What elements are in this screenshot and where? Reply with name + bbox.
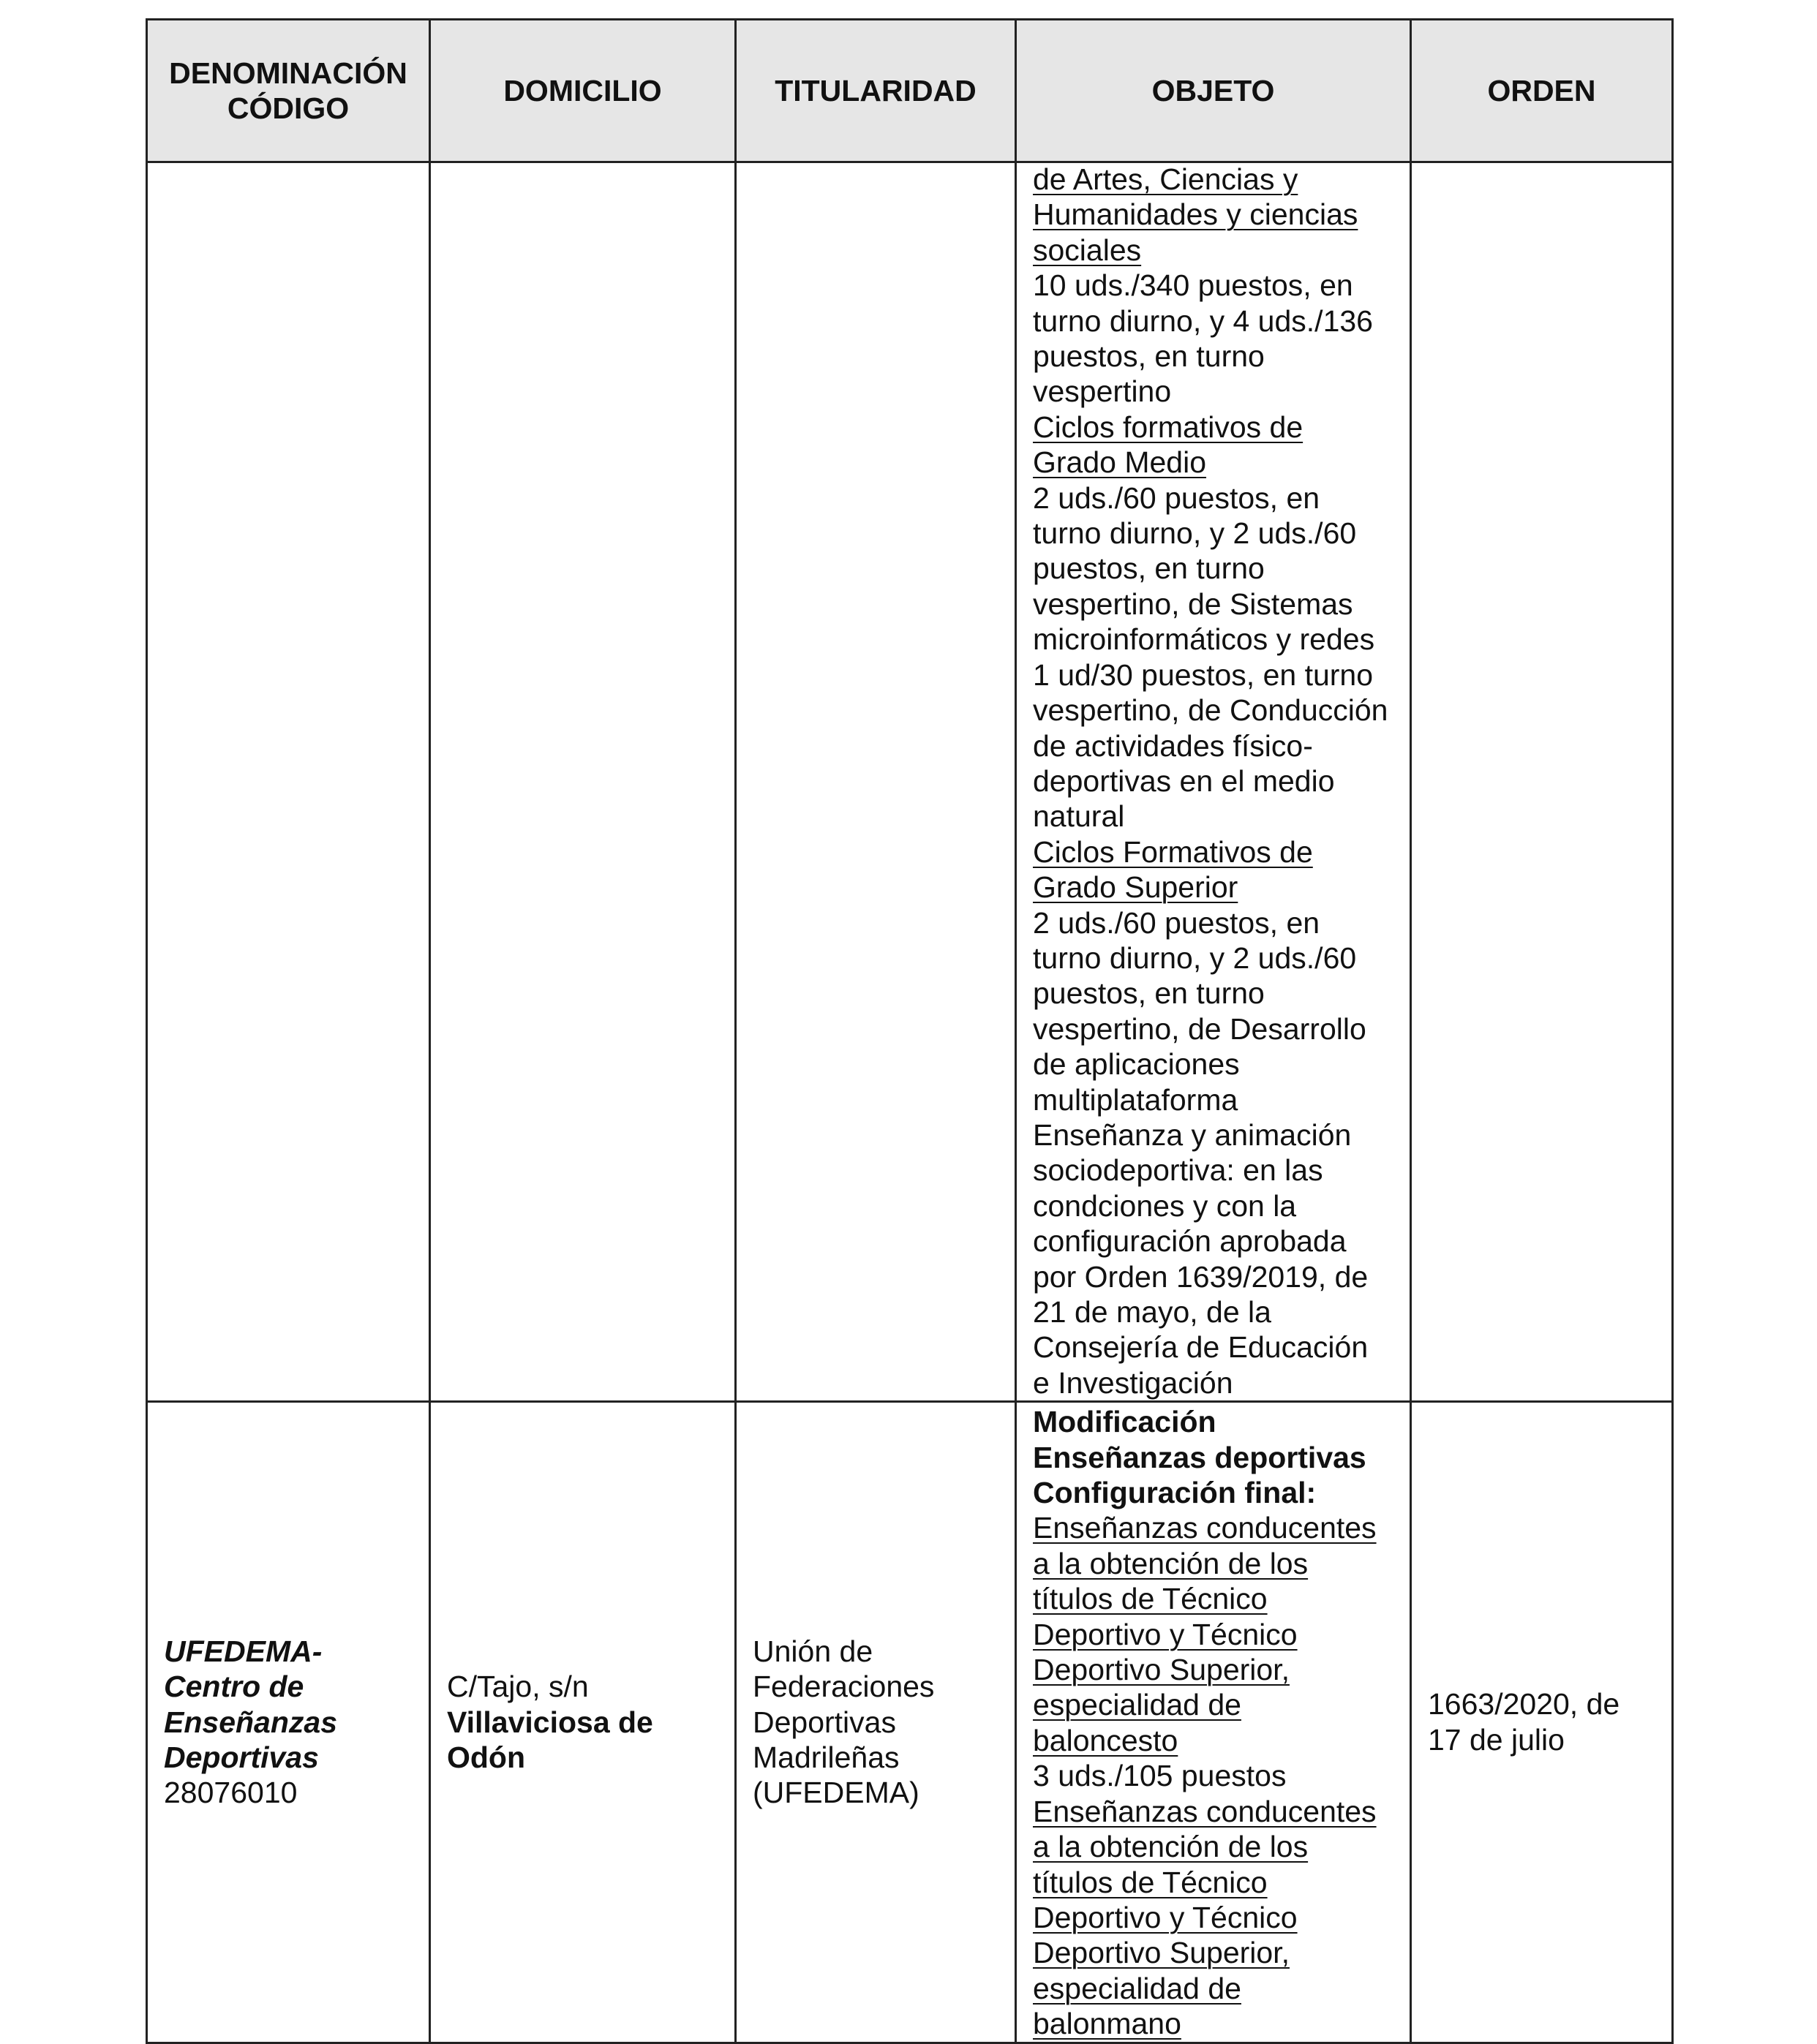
objeto-line: puestos, en turno [1033,976,1265,1011]
objeto-line: vespertino, de Desarrollo [1033,1011,1366,1046]
objeto-line: 2 uds./60 puestos, en [1033,905,1320,940]
objeto-line: Grado Superior [1033,870,1238,905]
header-objeto: OBJETO [1016,20,1411,162]
header-denominacion: DENOMINACIÓN [169,56,407,90]
cell-objeto [1016,1402,1411,2043]
orden-line: 17 de julio [1428,1722,1565,1757]
objeto-line: Humanidades y ciencias [1033,197,1358,232]
orden-line: 1663/2020, de [1428,1687,1620,1721]
codigo: 28076010 [164,1776,298,1810]
objeto-line: Enseñanza y animación [1033,1117,1352,1152]
cell-titularidad [736,162,1016,1402]
objeto-line: títulos de Técnico [1033,1582,1268,1616]
denominacion-line: Centro de [164,1670,304,1704]
objeto-line: balonmano [1033,2007,1181,2041]
objeto-line: títulos de Técnico [1033,1865,1268,1899]
objeto-line: de Artes, Ciencias y [1033,162,1298,196]
objeto-line: 3 uds./105 puestos [1033,1759,1287,1793]
objeto-line: especialidad de [1033,1971,1241,2005]
header-titularidad: TITULARIDAD [736,20,1016,162]
objeto-line: e Investigación [1033,1365,1233,1400]
objeto-line: Enseñanzas conducentes [1033,1511,1377,1545]
table-row [147,1402,1673,2043]
objeto-line: 10 uds./340 puestos, en [1033,268,1353,303]
objeto-line: sociodeportiva: en las [1033,1153,1323,1188]
objeto-line: 1 ud/30 puestos, en turno [1033,657,1374,692]
objeto-line: sociales [1033,233,1142,267]
cell-domicilio [430,1402,736,2043]
objeto-line: Deportivo y Técnico [1033,1900,1298,1934]
objeto-line: por Orden 1639/2019, de [1033,1259,1369,1294]
objeto-line: Consejería de Educación [1033,1330,1369,1365]
objeto-line: Modificación [1033,1405,1216,1439]
objeto-line: deportivas en el medio [1033,763,1335,798]
cell-denominacion [147,1402,430,2043]
objeto-line: de aplicaciones [1033,1047,1240,1082]
objeto-line: 2 uds./60 puestos, en [1033,480,1320,515]
objeto-line: puestos, en turno [1033,339,1265,374]
cell-orden [1411,162,1673,1402]
objeto-line: Ciclos formativos de [1033,410,1304,444]
objeto-line: a la obtención de los [1033,1546,1309,1580]
titularidad-line: Federaciones [753,1670,935,1704]
cell-domicilio [430,162,736,1402]
objeto-line: condciones y con la [1033,1188,1297,1223]
titularidad-line: Deportivas [753,1705,896,1739]
objeto-line: baloncesto [1033,1723,1178,1757]
header-orden: ORDEN [1411,20,1673,162]
objeto-line: Deportivo y Técnico [1033,1617,1298,1651]
objeto-line: de actividades físico- [1033,728,1313,763]
header-row [147,20,1673,162]
objeto-line: vespertino [1033,374,1172,409]
objeto-line: Enseñanzas deportivas [1033,1440,1366,1474]
objeto-line: Grado Medio [1033,445,1207,480]
cell-titularidad [736,1402,1016,2043]
objeto-line: especialidad de [1033,1688,1241,1722]
denominacion-line: Enseñanzas [164,1705,337,1739]
titularidad-line: Unión de [753,1634,873,1668]
objeto-line: multiplataforma [1033,1082,1238,1117]
cell-objeto [1016,162,1411,1402]
objeto-line: vespertino, de Sistemas [1033,587,1353,621]
objeto-line: 21 de mayo, de la [1033,1295,1271,1329]
domicilio-town: Odón [447,1741,526,1775]
domicilio-street: C/Tajo, s/n [447,1670,589,1704]
objeto-line: Deportivo Superior, [1033,1936,1290,1970]
objeto-line: Enseñanzas conducentes [1033,1794,1377,1828]
objeto-line: Deportivo Superior, [1033,1653,1290,1687]
objeto-line: Configuración final: [1033,1476,1317,1510]
denominacion-line: UFEDEMA- [164,1634,323,1668]
domicilio-town: Villaviciosa de [447,1705,653,1739]
centers-table [146,18,1674,2044]
table-row [147,162,1673,1402]
cell-denominacion [147,162,430,1402]
cell-orden [1411,1402,1673,2043]
objeto-line: vespertino, de Conducción [1033,693,1388,728]
objeto-line: puestos, en turno [1033,551,1265,586]
header-domicilio: DOMICILIO [430,20,736,162]
titularidad-line: (UFEDEMA) [753,1776,919,1810]
objeto-line: configuración aprobada [1033,1224,1347,1259]
objeto-line: turno diurno, y 2 uds./60 [1033,940,1357,975]
objeto-line: turno diurno, y 2 uds./60 [1033,516,1357,551]
objeto-line: Ciclos Formativos de [1033,834,1313,869]
objeto-line: a la obtención de los [1033,1830,1309,1864]
objeto-line: turno diurno, y 4 uds./136 [1033,303,1373,338]
header-denominacion-codigo [147,20,430,162]
header-codigo: CÓDIGO [227,91,350,125]
denominacion-line: Deportivas [164,1741,319,1775]
objeto-line: natural [1033,799,1125,834]
objeto-line: microinformáticos y redes [1033,622,1375,657]
titularidad-line: Madrileñas [753,1741,900,1775]
